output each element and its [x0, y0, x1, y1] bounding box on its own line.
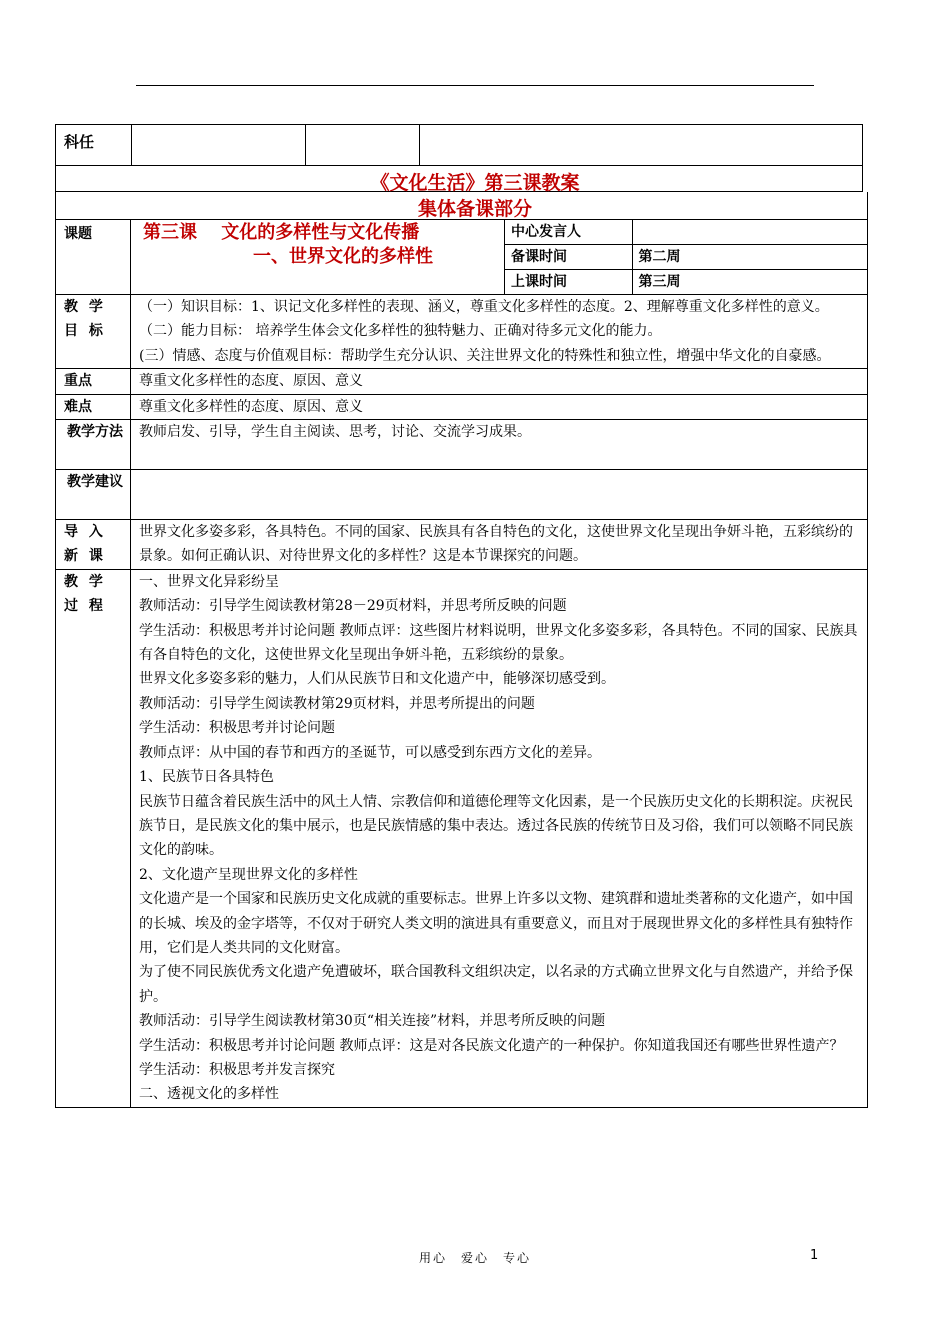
process-row — [56, 569, 868, 1107]
page-number: 1 — [810, 1248, 819, 1263]
lesson-plan-title: 《文化生活》第三课教案 — [370, 172, 580, 194]
header-rule — [136, 85, 814, 86]
lesson-title: 第三课 文化的多样性与文化传播 — [143, 222, 420, 243]
meta-value — [632, 220, 867, 245]
meta-row — [505, 245, 867, 270]
staff-table — [55, 124, 863, 166]
goal-item: (三）情感、态度与价值观目标：帮助学生充分认识、关注世界文化的特殊性和独立性，增强中华文化的自豪感。 — [139, 347, 831, 364]
process-line: 教师活动：引导学生阅读教材第29页材料，并思考所提出的问题 — [139, 695, 535, 712]
process-line: 民族节日蕴含着民族生活中的风土人情、宗教信仰和道德伦理等文化因素，是一个民族历史文化的长期积淀。庆祝民族节日，是民族文化的集中展示，也是民族情感的集中表达。透过各民族的传统节日及习俗，我们可以领略不同民族文化的韵味。 — [139, 793, 853, 859]
meta-value: 第三周 — [632, 270, 867, 295]
intro-row — [56, 520, 868, 570]
meta-row — [505, 220, 867, 245]
process-line: 1、民族节日各具特色 — [139, 769, 274, 786]
suggestion-value — [131, 470, 868, 520]
process-label: 教 学 过 程 — [56, 569, 131, 1107]
process-line: 学生活动：积极思考并讨论问题 教师点评：这是对各民族文化遗产的一种保护。你知道我国还有哪些世界性遗产？ — [139, 1037, 844, 1054]
topic-meta-cell — [505, 220, 868, 295]
method-label: 教学方法 — [56, 420, 131, 470]
staff-cell-divider — [419, 125, 420, 165]
process-line: 世界文化多姿多彩的魅力，人们从民族节日和文化遗产中，能够深切感受到。 — [139, 671, 615, 688]
suggestion-label: 教学建议 — [56, 470, 131, 520]
topic-label: 课题 — [56, 220, 131, 295]
meta-key: 上课时间 — [505, 270, 632, 295]
process-line: 二、透视文化的多样性 — [139, 1086, 279, 1103]
topic-meta-table — [505, 220, 867, 294]
intro-label: 导 入 新 课 — [56, 520, 131, 570]
process-line: 为了使不同民族优秀文化遗产免遭破坏，联合国教科文组织决定，以名录的方式确立世界文化与自然遗产，并给予保护。 — [139, 964, 853, 1005]
goal-item: （一）知识目标：1、识记文化多样性的表现、涵义，尊重文化多样性的态度。2、理解尊重文化多样性的意义。 — [139, 299, 829, 315]
topic-cell — [131, 220, 505, 295]
staff-cell-divider — [305, 125, 306, 165]
goals-cell — [131, 295, 868, 369]
meta-value: 第二周 — [632, 245, 867, 270]
page-footer: 用心 爱心 专心 — [418, 1251, 531, 1265]
lesson-plan-table — [55, 219, 868, 1108]
process-line: 学生活动：积极思考并讨论问题 教师点评：这些图片材料说明，世界文化多姿多彩，各具特色。不同的国家、民族具有各自特色的文化，这使世界文化呈现出争妍斗艳，五彩缤纷的景象。 — [139, 622, 858, 664]
goals-row — [56, 295, 868, 369]
meta-key: 备课时间 — [505, 245, 632, 270]
goal-item: （二）能力目标： 培养学生体会文化多样性的独特魅力、正确对待多元文化的能力。 — [139, 323, 662, 340]
process-line: 2、文化遗产呈现世界文化的多样性 — [139, 866, 358, 883]
process-line: 一、世界文化异彩纷呈 — [139, 573, 279, 590]
topic-row — [56, 220, 868, 295]
meta-row — [505, 270, 867, 295]
process-line: 教师点评：从中国的春节和西方的圣诞节，可以感受到东西方文化的差异。 — [139, 744, 601, 761]
staff-cell-divider — [131, 125, 132, 165]
key-point-value: 尊重文化多样性的态度、原因、意义 — [131, 369, 868, 394]
process-line: 教师活动：引导学生阅读教材第28－29页材料，并思考所反映的问题 — [139, 598, 567, 615]
section-title: 一、世界文化的多样性 — [253, 246, 433, 267]
process-line: 文化遗产是一个国家和民族历史文化成就的重要标志。世界上许多以文物、建筑群和遗址类著称的文化遗产，如中国的长城、埃及的金字塔等，不仅对于研究人类文明的演进具有重要意义，而且对于展现世界文化的多样性具有独特作用，它们是人类共同的文化财富。 — [139, 891, 853, 956]
lesson-plan-subtitle: 集体备课部分 — [417, 198, 532, 220]
key-point-label: 重点 — [56, 369, 131, 394]
difficulty-row — [56, 394, 868, 419]
key-point-row — [56, 369, 868, 394]
method-value: 教师启发、引导，学生自主阅读、思考，讨论、交流学习成果。 — [131, 420, 868, 470]
goals-label: 教 学 目 标 — [56, 295, 131, 369]
intro-value: 世界文化多姿多彩，各具特色。不同的国家、民族具有各自特色的文化，这使世界文化呈现出争妍斗艳，五彩缤纷的景象。如何正确认识、对待世界文化的多样性？这是本节课探究的问题。 — [131, 520, 868, 570]
process-line: 学生活动：积极思考并发言探究 — [139, 1061, 335, 1078]
suggestion-row — [56, 470, 868, 520]
difficulty-value: 尊重文化多样性的态度、原因、意义 — [131, 394, 868, 419]
method-row — [56, 420, 868, 470]
process-cell — [131, 569, 868, 1107]
meta-key: 中心发言人 — [505, 220, 632, 245]
process-line: 教师活动：引导学生阅读教材第30页“相关连接”材料，并思考所反映的问题 — [139, 1013, 606, 1030]
process-line: 学生活动：积极思考并讨论问题 — [139, 720, 335, 737]
difficulty-label: 难点 — [56, 394, 131, 419]
subject-teacher-label: 科任 — [64, 133, 95, 151]
